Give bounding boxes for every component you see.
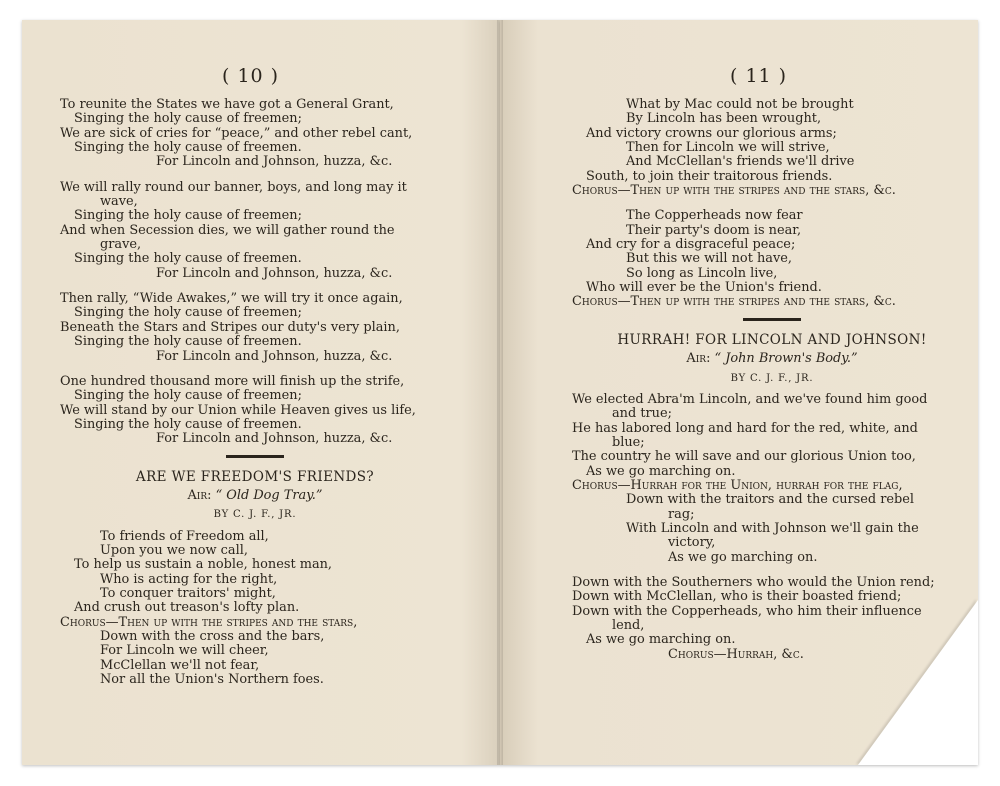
verse-line: Singing the holy cause of freemen; <box>74 111 302 127</box>
verse-line: And cry for a disgraceful peace; <box>586 237 796 253</box>
page-number-left: ( 10 ) <box>222 65 280 87</box>
song-byline: BY C. J. F., JR. <box>213 509 297 521</box>
air-label: Air: <box>686 351 711 367</box>
verse-line: And when Secession dies, we will gather round the <box>60 222 395 238</box>
song-byline: BY C. J. F., JR. <box>730 372 814 384</box>
verse-line: Their party's doom is near, <box>626 222 802 238</box>
verse-line: Singing the holy cause of freemen. <box>74 140 302 156</box>
air-tune: “ John Brown's Body.” <box>714 351 858 367</box>
verse-line: For Lincoln and Johnson, huzza, &c. <box>156 348 393 364</box>
air-label: Air: <box>187 487 212 503</box>
verse-line: And victory crowns our glorious arms; <box>586 125 837 141</box>
verse-line: Singing the holy cause of freemen. <box>74 334 302 350</box>
song-line: Down with McClellan, who is their boasted friend; <box>572 589 902 605</box>
song-line: Nor all the Union's Northern foes. <box>100 672 324 688</box>
verse-line: Chorus—Then up with the stripes and the stars, &c. <box>572 294 896 310</box>
song-line: Down with the traitors and the cursed rebel <box>626 492 915 508</box>
song-line: To help us sustain a noble, honest man, <box>74 557 333 573</box>
verse-line: We will stand by our Union while Heaven gives us life, <box>60 402 416 418</box>
song-line: Chorus—Then up with the stripes and the stars, <box>60 614 358 630</box>
song-line: McClellan we'll not fear, <box>100 657 260 673</box>
verse-line: We will rally round our banner, boys, and long may it <box>60 179 407 195</box>
verse-line: Who will ever be the Union's friend. <box>586 280 822 296</box>
song-line: Down with the cross and the bars, <box>100 629 325 644</box>
song-line: victory, <box>668 535 716 551</box>
verse-line: Singing the holy cause of freemen; <box>74 388 302 404</box>
section-divider <box>743 318 801 321</box>
song-line: and true; <box>612 406 672 422</box>
verse-line: Then rally, “Wide Awakes,” we will try it once again, <box>60 291 403 307</box>
verse-line: Beneath the Stars and Stripes our duty's very plain, <box>60 319 400 335</box>
song-line: Chorus—Hurrah for the Union, hurrah for the flag, <box>572 477 903 493</box>
song-line: To friends of Freedom all, <box>100 528 269 544</box>
verse-line: And McClellan's friends we'll drive <box>626 154 855 170</box>
air-tune: “ Old Dog Tray.” <box>215 487 323 503</box>
verse-line: What by Mac could not be brought <box>626 97 854 112</box>
song-line: rag; <box>668 506 695 522</box>
verse-line: grave, <box>100 237 142 253</box>
song-line: Who is acting for the right, <box>100 571 278 587</box>
section-divider <box>226 455 284 458</box>
verse-line: Singing the holy cause of freemen; <box>74 208 302 224</box>
song-line: Down with the Southerners who would the Union rend; <box>572 574 935 590</box>
song-line: The country he will save and our glorious Union too, <box>572 449 916 465</box>
song-air <box>60 489 450 503</box>
song-line: For Lincoln we will cheer, <box>100 643 269 659</box>
verse-line: For Lincoln and Johnson, huzza, &c. <box>156 154 393 170</box>
verse-line: South, to join their traitorous friends. <box>586 168 833 184</box>
verse-line: By Lincoln has been wrought, <box>626 111 822 127</box>
verse-line: To reunite the States we have got a General Grant, <box>60 97 394 112</box>
song-line: As we go marching on. <box>668 549 818 565</box>
verse-line: wave, <box>100 194 138 210</box>
right-column <box>572 98 972 662</box>
song-line: We elected Abra'm Lincoln, and we've found him good <box>572 391 928 407</box>
verse-line: So long as Lincoln live, <box>626 265 778 281</box>
verse-line: The Copperheads now fear <box>626 208 803 224</box>
verse-line: Singing the holy cause of freemen. <box>74 251 302 267</box>
verse-line: Then for Lincoln we will strive, <box>626 140 830 156</box>
verse-line: Chorus—Then up with the stripes and the stars, &c. <box>572 183 896 199</box>
verse-line: One hundred thousand more will finish up the strife, <box>60 373 405 389</box>
page-number-right: ( 11 ) <box>730 65 788 87</box>
verse-line: For Lincoln and Johnson, huzza, &c. <box>156 265 393 281</box>
song-line: blue; <box>612 434 645 450</box>
verse-line: We are sick of cries for “peace,” and other rebel cant, <box>60 125 413 141</box>
verse-line: But this we will not have, <box>626 251 792 267</box>
left-column <box>60 98 450 687</box>
song-line: As we go marching on. <box>586 632 736 648</box>
book-gutter <box>497 20 503 765</box>
song-line: He has labored long and hard for the red, white, and <box>572 420 918 436</box>
song-air <box>572 352 972 366</box>
song-line: Down with the Copperheads, who him their influence <box>572 603 922 619</box>
song-line: Upon you we now call, <box>100 542 248 558</box>
verse-line: Singing the holy cause of freemen. <box>74 416 302 432</box>
song-line: lend, <box>612 618 645 633</box>
verse-line: For Lincoln and Johnson, huzza, &c. <box>156 431 393 447</box>
verse-line: Singing the holy cause of freemen; <box>74 305 302 321</box>
song-line: To conquer traitors' might, <box>100 585 276 601</box>
song-line: With Lincoln and with Johnson we'll gain the <box>626 520 919 536</box>
song-line: As we go marching on. <box>586 463 736 479</box>
song-title: HURRAH! FOR LINCOLN AND JOHNSON! <box>617 331 927 348</box>
song-line: And crush out treason's lofty plan. <box>74 600 300 616</box>
song-line: Chorus—Hurrah, &c. <box>668 646 804 662</box>
song-title: ARE WE FREEDOM'S FRIENDS? <box>135 468 375 485</box>
